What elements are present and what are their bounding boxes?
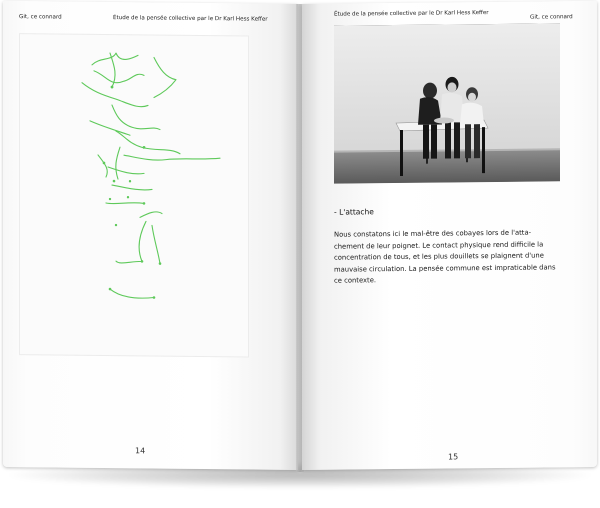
right-page-number: 15 xyxy=(448,452,459,462)
body-line: concentration de tous, et les plus douillets se plaignent d'une xyxy=(334,251,544,262)
drawing-strokes-icon xyxy=(20,34,248,356)
body-line: ce contexte. xyxy=(334,276,377,286)
right-running-title: Étude de la pensée collective par le Dr Karl Hess Keffer xyxy=(334,10,489,18)
section-title: - L'attache xyxy=(334,207,374,217)
right-running-head: Git, ce connard xyxy=(530,14,573,21)
left-page xyxy=(3,1,298,470)
three-people-at-table-icon xyxy=(334,23,560,183)
experiment-photo xyxy=(334,23,560,183)
body-paragraph xyxy=(334,227,564,287)
right-page xyxy=(302,1,597,470)
left-running-head: Git, ce connard xyxy=(19,14,62,21)
left-page-number: 14 xyxy=(135,446,146,456)
body-line: mauvaise circulation. La pensée commune est impraticable dans xyxy=(334,263,556,274)
left-running-title: Étude de la pensée collective par le Dr Karl Hess Keffer xyxy=(113,15,268,23)
body-line: chement de leur poignet. Le contact physique rend difficile la xyxy=(334,240,544,251)
green-line-drawing xyxy=(19,33,249,357)
body-line: Nous constatons ici le mal-être des cobayes lors de l'atta- xyxy=(334,228,532,239)
